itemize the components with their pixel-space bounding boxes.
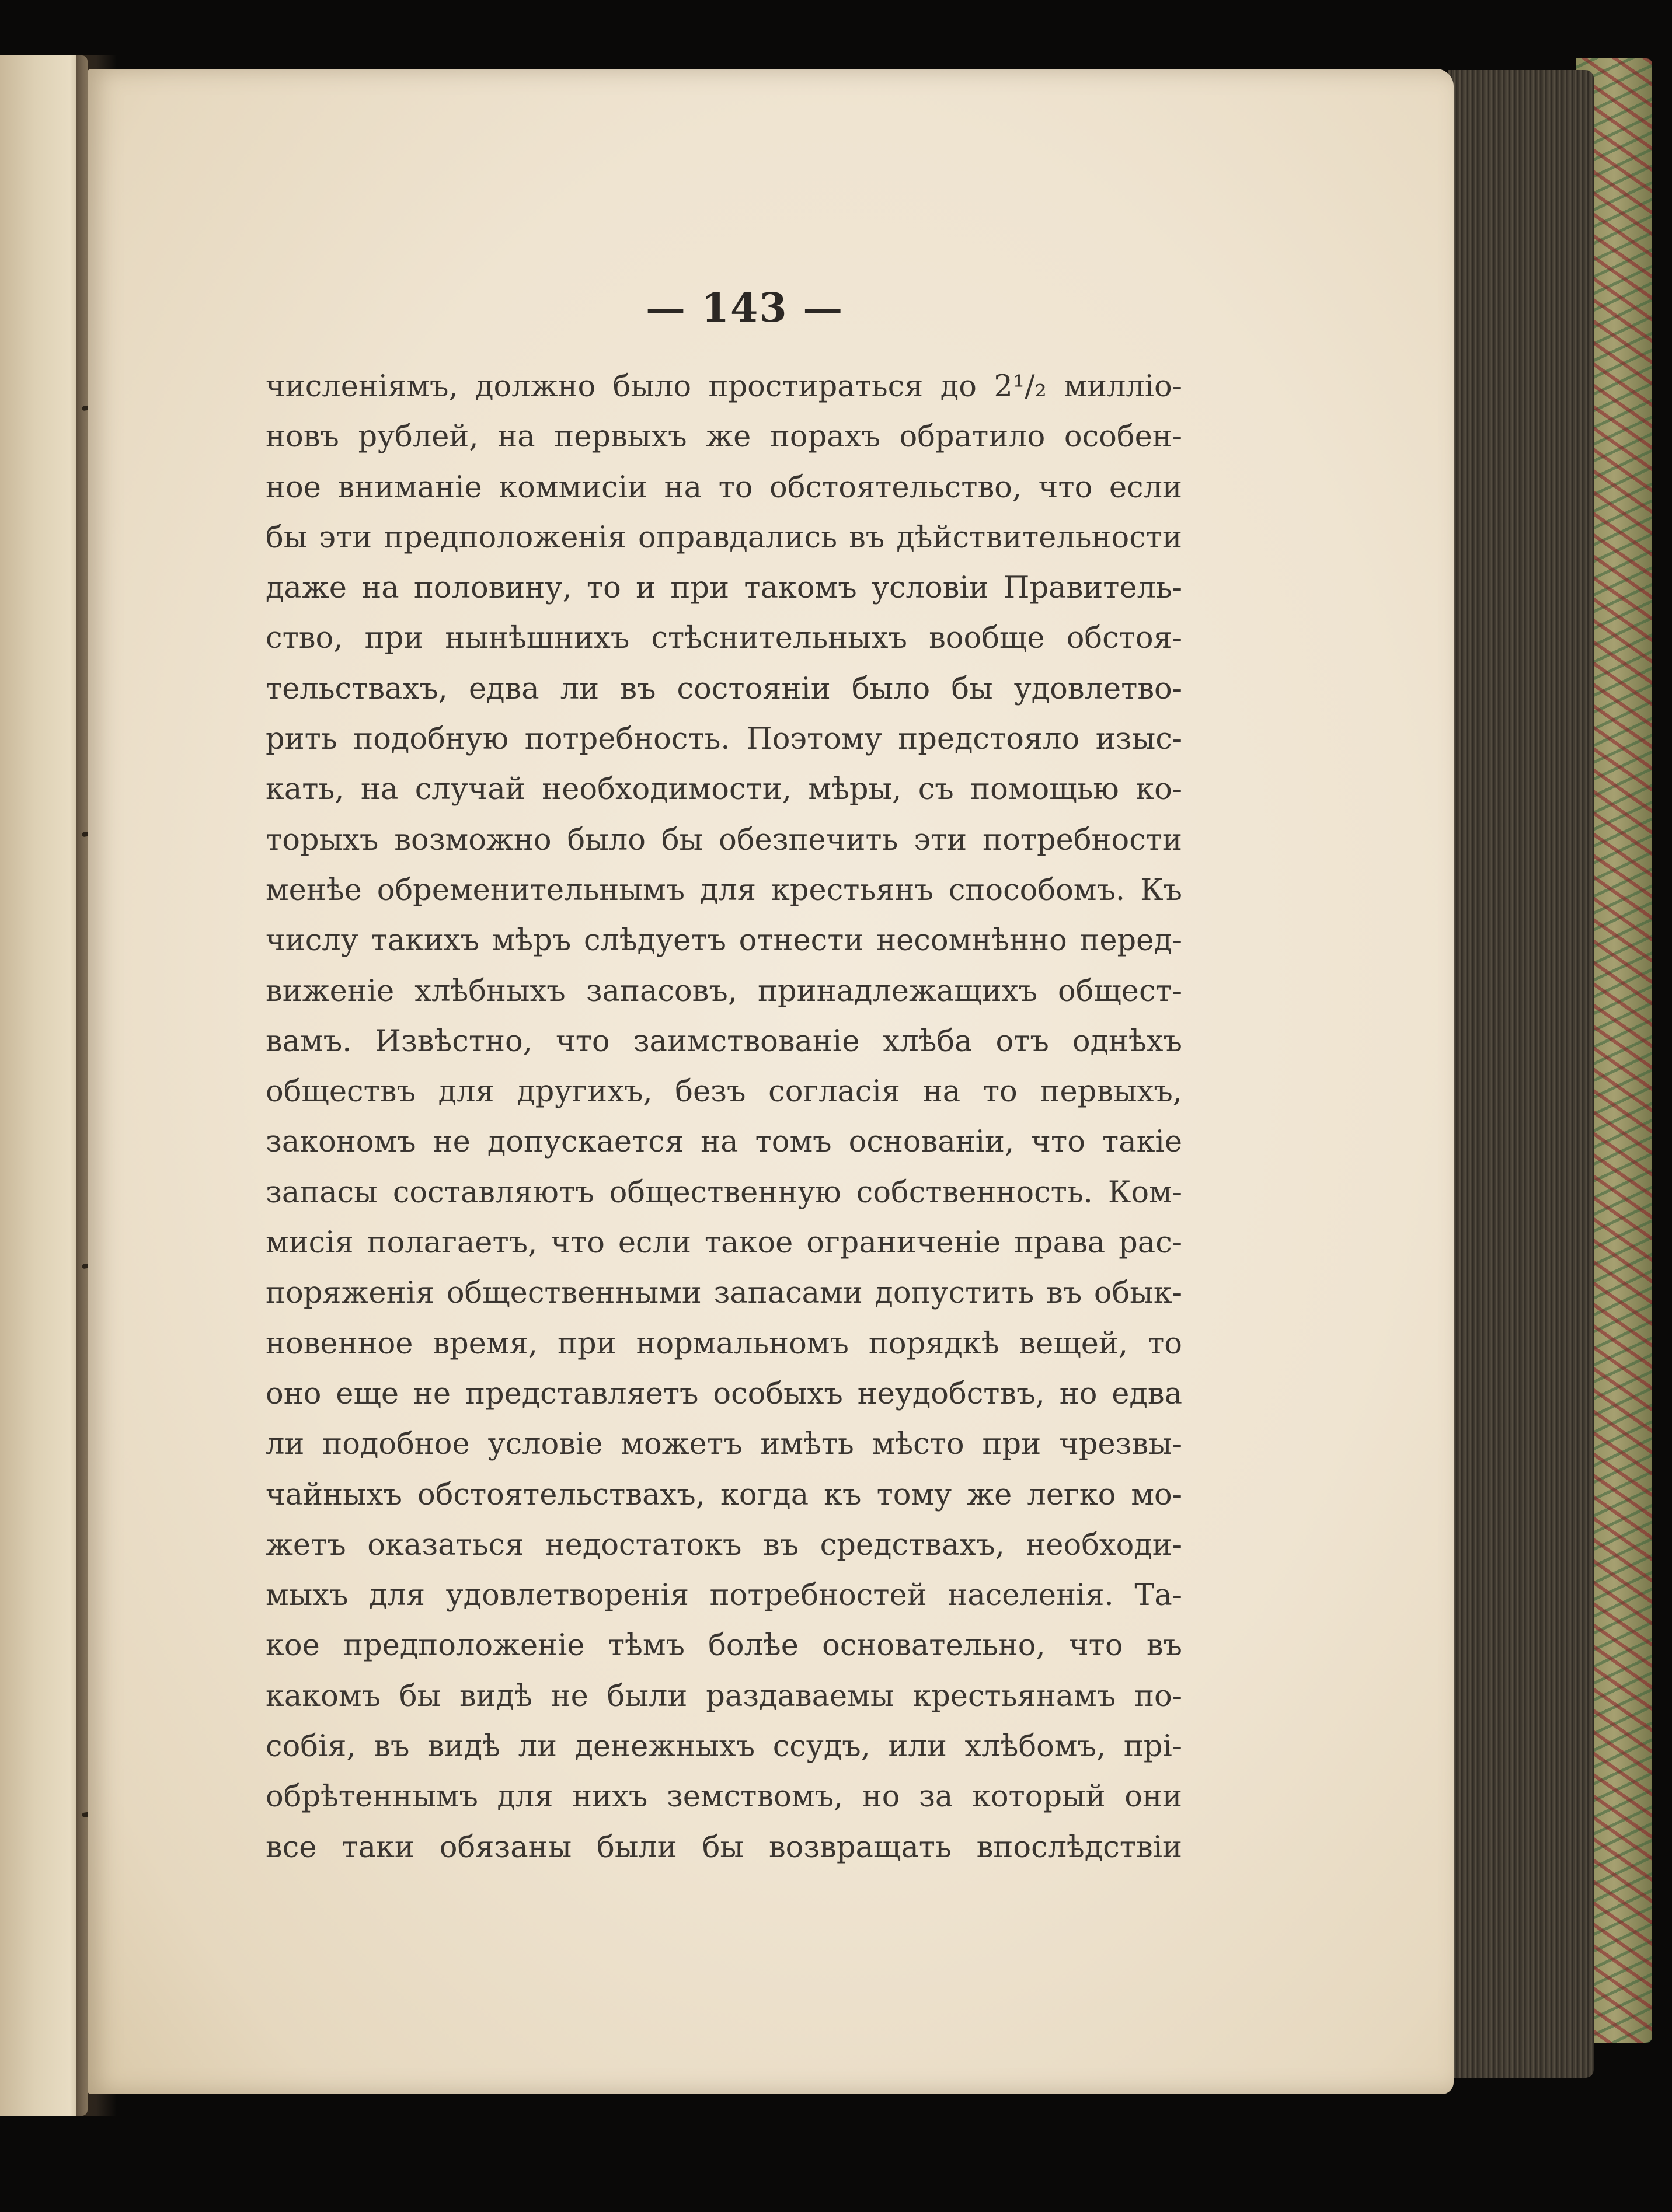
text-line: ство, при нынѣшнихъ стѣснительныхъ вообще обстоя- bbox=[266, 621, 1182, 656]
text-line: обрѣтеннымъ для нихъ земствомъ, но за который они bbox=[266, 1780, 1182, 1815]
text-line: новъ рублей, на первыхъ же порахъ обратило особен- bbox=[266, 420, 1182, 455]
text-line: чайныхъ обстоятельствахъ, когда къ тому же легко мо- bbox=[266, 1477, 1182, 1512]
page-number: — 143 — bbox=[646, 285, 844, 332]
text-line: все таки обязаны были бы возвращать впослѣдствіи bbox=[266, 1830, 1182, 1865]
text-line: ное вниманіе коммисіи на то обстоятельство, что если bbox=[266, 470, 1182, 505]
text-line: виженіе хлѣбныхъ запасовъ, принадлежащихъ общест- bbox=[266, 974, 1182, 1009]
text-line: закономъ не допускается на томъ основаніи, что такіе bbox=[266, 1125, 1182, 1160]
text-line: новенное время, при нормальномъ порядкѣ вещей, то bbox=[266, 1326, 1182, 1361]
text-line: какомъ бы видѣ не были раздаваемы крестьянамъ по- bbox=[266, 1679, 1182, 1714]
text-line: оно еще не представляетъ особыхъ неудобствъ, но едва bbox=[266, 1376, 1182, 1411]
text-line: вамъ. Извѣстно, что заимствованіе хлѣба отъ однѣхъ bbox=[266, 1024, 1182, 1059]
text-line: кое предположеніе тѣмъ болѣе основательно, что въ bbox=[266, 1628, 1182, 1663]
text-line: рить подобную потребность. Поэтому предстояло изыс- bbox=[266, 722, 1182, 757]
text-line: тельствахъ, едва ли въ состояніи было бы удовлетво- bbox=[266, 671, 1182, 706]
text-line: менѣе обременительнымъ для крестьянъ способомъ. Къ bbox=[266, 873, 1182, 908]
text-line: жетъ оказаться недостатокъ въ средствахъ, необходи- bbox=[266, 1527, 1182, 1562]
text-line: запасы составляютъ общественную собственность. Ком- bbox=[266, 1175, 1182, 1210]
text-line: обществъ для другихъ, безъ согласія на то первыхъ, bbox=[266, 1074, 1182, 1110]
left-facing-page bbox=[0, 55, 88, 2116]
text-line: кать, на случай необходимости, мѣры, съ помощью ко- bbox=[266, 772, 1182, 807]
text-line: даже на половину, то и при такомъ условіи Правитель- bbox=[266, 571, 1182, 606]
body-text bbox=[266, 362, 1182, 1873]
text-line: поряженія общественными запасами допустить въ обык- bbox=[266, 1276, 1182, 1311]
text-line: собія, въ видѣ ли денежныхъ ссудъ, или хлѣбомъ, прі- bbox=[266, 1729, 1182, 1764]
text-line: ли подобное условіе можетъ имѣть мѣсто при чрезвы- bbox=[266, 1427, 1182, 1462]
page-edges-block bbox=[1448, 70, 1594, 2078]
text-line: мисія полагаетъ, что если такое ограниченіе права рас- bbox=[266, 1226, 1182, 1261]
text-line: торыхъ возможно было бы обезпечить эти потребности bbox=[266, 822, 1182, 857]
text-line: числу такихъ мѣръ слѣдуетъ отнести несомнѣнно перед- bbox=[266, 923, 1182, 958]
text-line: мыхъ для удовлетворенія потребностей населенія. Та- bbox=[266, 1578, 1182, 1613]
text-line: численіямъ, должно было простираться до 2¹/₂ милліо- bbox=[266, 369, 1182, 404]
text-line: бы эти предположенія оправдались въ дѣйствительности bbox=[266, 520, 1182, 555]
